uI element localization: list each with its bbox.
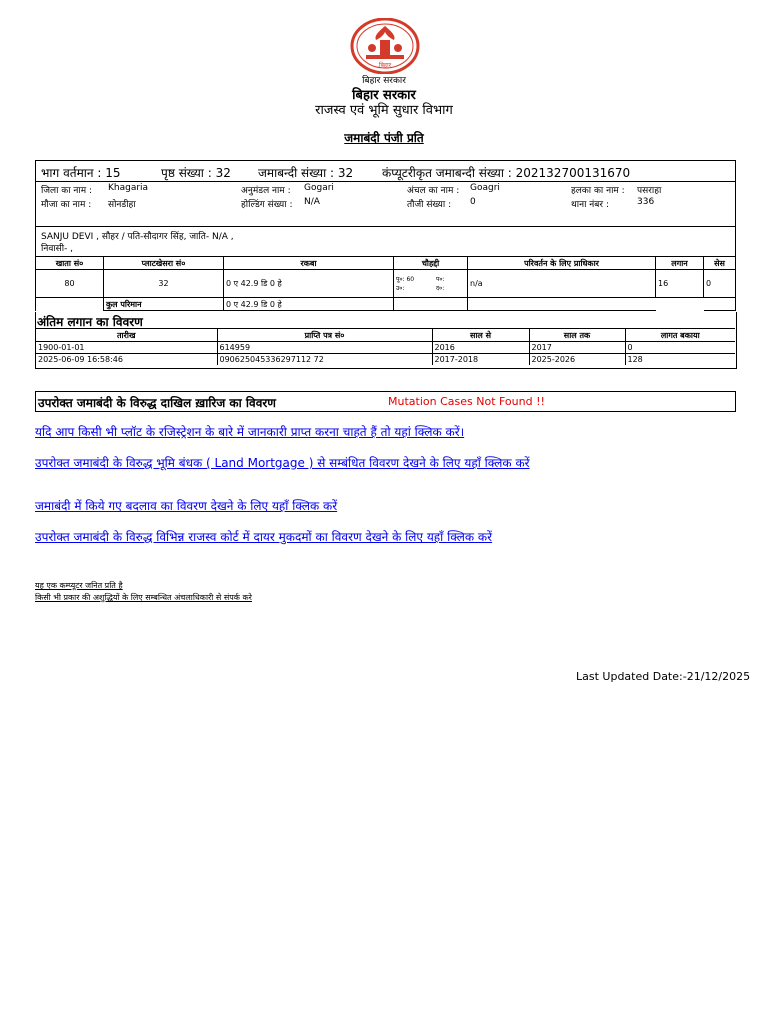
chauhaddi-w: प०:	[436, 275, 445, 283]
anumandal-value: Gogari	[304, 183, 334, 193]
doc-title: जमाबंदी पंजी प्रति	[344, 131, 424, 145]
table-row	[36, 270, 736, 298]
lagan-receipt: 614959	[217, 342, 432, 354]
anchal-value: Goagri	[470, 183, 500, 193]
prishth-text: पृष्ठ संख्या : 32	[161, 166, 231, 180]
lagan-to: 2025-2026	[529, 354, 625, 366]
mutation-section	[35, 391, 736, 412]
col-rakba: रकबा	[224, 257, 394, 270]
holding-label: होल्डिंग संख्या :	[241, 200, 293, 210]
zila-value: Khagaria	[108, 183, 149, 193]
table-row	[36, 354, 735, 366]
emblem-text: बिहार	[378, 62, 392, 69]
bhag-text: भाग वर्तमान : 15	[41, 166, 121, 180]
last-updated-date: Last Updated Date:-21/12/2025	[576, 670, 751, 683]
gov-title: बिहार सरकार	[352, 88, 416, 103]
chauhaddi-e: द०:	[436, 284, 445, 292]
computerized-number: कंप्यूटरीकृत जमाबन्दी संख्या : 202132700131670	[382, 166, 631, 180]
thana-value: 336	[637, 197, 655, 207]
chauhaddi-cell	[394, 270, 468, 298]
ses-value: 0	[704, 270, 736, 298]
col-chauhaddi: चौहद्दी	[394, 257, 468, 270]
anchal-label: अंचल का नाम :	[407, 186, 460, 196]
dept-title: राजस्व एवं भूमि सुधार विभाग	[315, 103, 453, 118]
zila-label: जिला का नाम :	[41, 186, 93, 196]
table-row	[36, 342, 735, 354]
halka-label: हलका का नाम :	[571, 186, 625, 196]
registration-link[interactable]: यदि आप किसी भी प्लॉट के रजिस्ट्रेशन के बारे में जानकारी प्राप्त करना चाहते हैं तो यहां क्लिक करें।	[35, 425, 465, 439]
lagan-date: 2025-06-09 16:58:46	[36, 354, 217, 366]
lagan-title: अंतिम लगान का विवरण	[37, 315, 143, 329]
owner-details	[35, 226, 736, 257]
col-ses: सेस	[704, 257, 736, 270]
lagan-to: 2017	[529, 342, 625, 354]
col-receipt: प्राप्ति पत्र सं०	[217, 329, 432, 342]
col-parivartan: परिवर्तन के लिए प्राधिकार	[468, 257, 656, 270]
lagan-value: 16	[656, 270, 704, 298]
halka-value: पसराहा	[637, 186, 662, 196]
jamabandi-changes-link[interactable]: जमाबंदी में किये गए बदलाव का विवरण देखने के लिए यहाँ क्लिक करें	[35, 499, 338, 513]
anumandal-label: अनुमंडल नाम :	[241, 186, 291, 196]
col-khata: खाता सं०	[36, 257, 104, 270]
thana-label: थाना नंबर :	[571, 200, 609, 210]
jamabandi-number: जमाबन्दी संख्या : 32	[258, 166, 354, 180]
mauja-label: मौजा का नाम :	[41, 200, 92, 210]
chauhaddi-n: पू०: 60	[396, 275, 415, 283]
mauja-value: सोनडीहा	[108, 200, 136, 210]
lagan-due: 0	[625, 342, 735, 354]
col-due: लागत बकाया	[625, 329, 735, 342]
mutation-status: Mutation Cases Not Found !!	[388, 395, 545, 408]
summary-bar	[35, 160, 736, 182]
contact-note: किसी भी प्रकार की अशुद्धियों के लिए सम्बन्धित अंचलाधिकारी से संपर्क करे	[35, 593, 252, 602]
land-mortgage-link[interactable]: उपरोक्त जमाबंदी के विरुद्ध भूमि बंधक ( Land Mortgage ) से सम्बंधित विवरण देखने के लिए यहाँ क्लिक करें	[35, 456, 530, 470]
lagan-date: 1900-01-01	[36, 342, 217, 354]
col-plot: प्लाटखेसरा सं०	[104, 257, 224, 270]
bihar-emblem-logo	[350, 18, 420, 74]
tauji-label: तौजी संख्या :	[407, 200, 452, 210]
location-info	[35, 180, 736, 227]
lagan-from: 2016	[432, 342, 529, 354]
khata-value: 80	[36, 270, 104, 298]
total-row	[36, 298, 736, 311]
lagan-receipt: 090625045336297112 72	[217, 354, 432, 366]
rakba-value: 0 ए 42.9 डि 0 हे	[224, 270, 394, 298]
col-date: तारीख	[36, 329, 217, 342]
owner-line-1: SANJU DEVI , सौहर / पति-सौदागर सिंह, जाति- N/A ,	[41, 232, 234, 242]
col-from: साल से	[432, 329, 529, 342]
col-lagan: लगान	[656, 257, 704, 270]
total-rakba: 0 ए 42.9 डि 0 हे	[224, 298, 394, 311]
total-label: कुल परिमान	[104, 298, 224, 311]
parivartan-value: n/a	[468, 270, 656, 298]
col-to: साल तक	[529, 329, 625, 342]
lagan-from: 2017-2018	[432, 354, 529, 366]
mutation-label: उपरोक्त जमाबंदी के विरुद्ध दाखिल ख़ारिज का विवरण	[38, 396, 276, 410]
lagan-table-header	[36, 329, 735, 342]
lagan-due: 128	[625, 354, 735, 366]
khata-table-header	[36, 257, 736, 270]
plot-value: 32	[104, 270, 224, 298]
chauhaddi-s: उ०:	[396, 284, 405, 292]
lagan-section	[35, 312, 737, 369]
computer-generated-note: यह एक कम्प्यूटर जनित प्रति है	[35, 581, 123, 590]
holding-value: N/A	[304, 197, 320, 207]
court-cases-link[interactable]: उपरोक्त जमाबंदी के विरुद्ध विभिन्न राजस्व कोर्ट में दायर मुकदमों का विवरण देखने के लिए यहाँ क्लिक करें	[35, 530, 493, 544]
lagan-table	[36, 328, 735, 365]
gov-small-title: बिहार सरकार	[362, 76, 406, 86]
owner-line-2: निवासी- ,	[41, 244, 74, 254]
khata-table	[35, 256, 736, 311]
tauji-value: 0	[470, 197, 476, 207]
